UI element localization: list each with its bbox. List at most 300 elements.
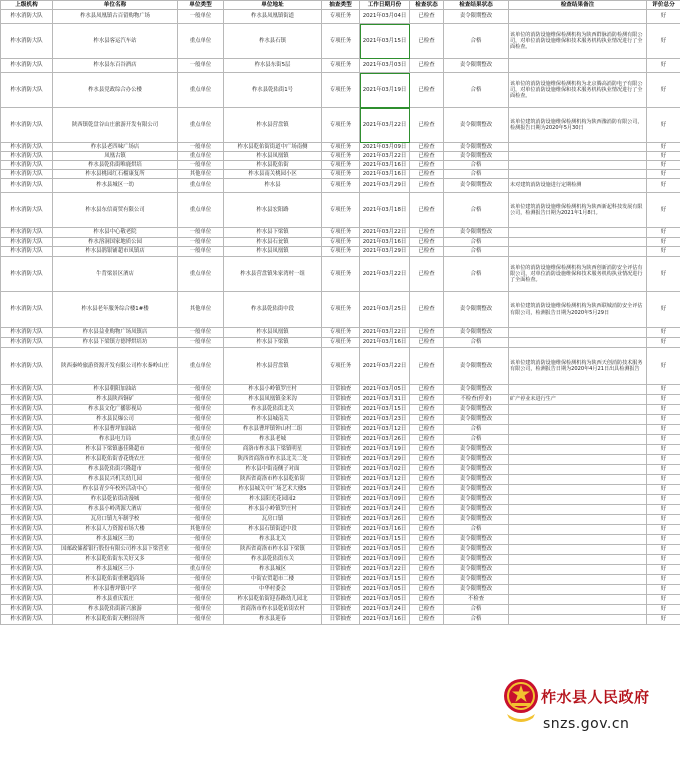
result-cell[interactable]: 合格: [444, 247, 509, 257]
status-cell[interactable]: 已检查: [410, 515, 444, 525]
result-cell[interactable]: 责令限期整改: [444, 405, 509, 415]
score-cell[interactable]: 好: [647, 575, 680, 585]
date-cell[interactable]: 2021年03月16日: [360, 238, 410, 247]
score-cell[interactable]: 好: [647, 385, 680, 395]
unit-type-cell[interactable]: 一般单位: [178, 515, 224, 525]
score-cell[interactable]: 好: [647, 170, 680, 179]
status-cell[interactable]: 已检查: [410, 595, 444, 605]
note-cell[interactable]: [509, 415, 647, 425]
status-cell[interactable]: 已检查: [410, 338, 444, 348]
org-cell[interactable]: 柞水消防大队: [1, 545, 53, 555]
org-cell[interactable]: 柞水消防大队: [1, 348, 53, 385]
unit-type-cell[interactable]: 一般单位: [178, 495, 224, 505]
note-cell[interactable]: 该单位建筑消防设施维保检测机构为陕西天创消防技术服务有限公司，检测报告日期为2020年4月21日出具检测报告: [509, 348, 647, 385]
status-cell[interactable]: 已检查: [410, 179, 444, 193]
status-cell[interactable]: 已检查: [410, 152, 444, 161]
result-cell[interactable]: 合格: [444, 615, 509, 625]
unit-type-cell[interactable]: 一般单位: [178, 143, 224, 152]
unit-name-cell[interactable]: 柞水县乾佑街东关好又多: [53, 555, 178, 565]
check-type-cell[interactable]: 日常抽查: [322, 505, 360, 515]
date-cell[interactable]: 2021年03月26日: [360, 435, 410, 445]
status-cell[interactable]: 已检查: [410, 405, 444, 415]
score-cell[interactable]: 好: [647, 415, 680, 425]
org-cell[interactable]: 柞水消防大队: [1, 193, 53, 228]
result-cell[interactable]: 不检查(停业): [444, 395, 509, 405]
score-cell[interactable]: 好: [647, 465, 680, 475]
unit-name-cell[interactable]: 国邮政储蓄银行股份有限公司柞水县下梁营业: [53, 545, 178, 555]
score-cell[interactable]: 好: [647, 515, 680, 525]
result-cell[interactable]: 责令限期整改: [444, 179, 509, 193]
address-cell[interactable]: 陕西省商洛市柞水县下梁镇: [224, 545, 322, 555]
date-cell[interactable]: 2021年03月16日: [360, 161, 410, 170]
score-cell[interactable]: 好: [647, 348, 680, 385]
note-cell[interactable]: [509, 475, 647, 485]
org-cell[interactable]: 柞水消防大队: [1, 575, 53, 585]
score-cell[interactable]: 好: [647, 395, 680, 405]
unit-type-cell[interactable]: 重点单位: [178, 193, 224, 228]
score-cell[interactable]: 好: [647, 425, 680, 435]
address-cell[interactable]: 柞水县迎春: [224, 615, 322, 625]
date-cell[interactable]: 2021年03月16日: [360, 525, 410, 535]
org-cell[interactable]: 柞水消防大队: [1, 170, 53, 179]
result-cell[interactable]: 责令限期整改: [444, 455, 509, 465]
unit-type-cell[interactable]: 重点单位: [178, 435, 224, 445]
date-cell[interactable]: 2021年03月03日: [360, 59, 410, 73]
score-cell[interactable]: 好: [647, 535, 680, 545]
result-cell[interactable]: 责令限期整改: [444, 108, 509, 143]
note-cell[interactable]: [509, 405, 647, 415]
status-cell[interactable]: 已检查: [410, 465, 444, 475]
org-cell[interactable]: 柞水消防大队: [1, 525, 53, 535]
date-cell[interactable]: 2021年03月31日: [360, 395, 410, 405]
date-cell[interactable]: 2021年03月24日: [360, 605, 410, 615]
date-cell[interactable]: 2021年03月22日: [360, 257, 410, 292]
date-cell[interactable]: 2021年03月05日: [360, 545, 410, 555]
status-cell[interactable]: 已检查: [410, 535, 444, 545]
check-type-cell[interactable]: 日常抽查: [322, 495, 360, 505]
check-type-cell[interactable]: 专项任务: [322, 238, 360, 247]
score-cell[interactable]: 好: [647, 193, 680, 228]
check-type-cell[interactable]: 专项任务: [322, 338, 360, 348]
org-cell[interactable]: 柞水消防大队: [1, 10, 53, 24]
check-type-cell[interactable]: 日常抽查: [322, 435, 360, 445]
check-type-cell[interactable]: 专项任务: [322, 170, 360, 179]
unit-name-cell[interactable]: 柞水县电力局: [53, 435, 178, 445]
org-cell[interactable]: 柞水消防大队: [1, 565, 53, 575]
unit-type-cell[interactable]: 一般单位: [178, 585, 224, 595]
result-cell[interactable]: 责令限期整改: [444, 515, 509, 525]
unit-type-cell[interactable]: 一般单位: [178, 161, 224, 170]
unit-type-cell[interactable]: 一般单位: [178, 485, 224, 495]
status-cell[interactable]: 已检查: [410, 415, 444, 425]
address-cell[interactable]: 柞水县凤凰镇金米沟: [224, 395, 322, 405]
result-cell[interactable]: 合格: [444, 170, 509, 179]
note-cell[interactable]: [509, 228, 647, 238]
status-cell[interactable]: 已检查: [410, 59, 444, 73]
note-cell[interactable]: [509, 585, 647, 595]
status-cell[interactable]: 已检查: [410, 435, 444, 445]
unit-type-cell[interactable]: 一般单位: [178, 228, 224, 238]
score-cell[interactable]: 好: [647, 525, 680, 535]
score-cell[interactable]: 好: [647, 435, 680, 445]
check-type-cell[interactable]: 专项任务: [322, 348, 360, 385]
address-cell[interactable]: 陕西省商洛市柞水县乾佑街: [224, 475, 322, 485]
note-cell[interactable]: [509, 425, 647, 435]
score-cell[interactable]: 好: [647, 10, 680, 24]
check-type-cell[interactable]: 专项任务: [322, 228, 360, 238]
check-type-cell[interactable]: 日常抽查: [322, 615, 360, 625]
check-type-cell[interactable]: 专项任务: [322, 10, 360, 24]
unit-type-cell[interactable]: 一般单位: [178, 575, 224, 585]
unit-type-cell[interactable]: 一般单位: [178, 238, 224, 247]
note-cell[interactable]: [509, 515, 647, 525]
result-cell[interactable]: 合格: [444, 338, 509, 348]
date-cell[interactable]: 2021年03月23日: [360, 415, 410, 425]
unit-name-cell[interactable]: 柞水县鹃银铺超市凤镇店: [53, 247, 178, 257]
org-cell[interactable]: 柞水消防大队: [1, 338, 53, 348]
unit-type-cell[interactable]: 其他单位: [178, 292, 224, 328]
result-cell[interactable]: 不检查: [444, 595, 509, 605]
address-cell[interactable]: 柞水县城区: [224, 565, 322, 575]
address-cell[interactable]: 柞水县南关桃园小区: [224, 170, 322, 179]
score-cell[interactable]: 好: [647, 445, 680, 455]
unit-name-cell[interactable]: 柞水县重庆饭庄: [53, 595, 178, 605]
result-cell[interactable]: 责令限期整改: [444, 475, 509, 485]
address-cell[interactable]: 柞水县宏阳路: [224, 193, 322, 228]
check-type-cell[interactable]: 日常抽查: [322, 385, 360, 395]
org-cell[interactable]: 柞水消防大队: [1, 615, 53, 625]
org-cell[interactable]: 柞水消防大队: [1, 425, 53, 435]
header-note[interactable]: 检查结果备注: [509, 1, 647, 10]
address-cell[interactable]: 柞水县凤凰镇街道: [224, 10, 322, 24]
unit-name-cell[interactable]: 陕西镇乾盘谷山庄旅游开发有限公司: [53, 108, 178, 143]
note-cell[interactable]: 该单位的消防设施维保检测机构为陕西创新消防安全评估有限公司，对单位消防设施维保和技术服务机构执业情况进行了全面检查。: [509, 257, 647, 292]
header-address[interactable]: 单位地址: [224, 1, 322, 10]
unit-type-cell[interactable]: 一般单位: [178, 59, 224, 73]
unit-name-cell[interactable]: 柞水县民爆公司: [53, 415, 178, 425]
note-cell[interactable]: 该单位的消防设施维保检测机构为北京腾高消防电子有限公司，对单位消防设施维保和技术服务机构执业情况进行了全面检查。: [509, 73, 647, 108]
note-cell[interactable]: [509, 575, 647, 585]
check-type-cell[interactable]: 日常抽查: [322, 565, 360, 575]
org-cell[interactable]: 柞水消防大队: [1, 247, 53, 257]
note-cell[interactable]: [509, 535, 647, 545]
org-cell[interactable]: 柞水消防大队: [1, 455, 53, 465]
address-cell[interactable]: 柞水县: [224, 179, 322, 193]
note-cell[interactable]: [509, 385, 647, 395]
result-cell[interactable]: 合格: [444, 24, 509, 59]
status-cell[interactable]: 已检查: [410, 395, 444, 405]
date-cell[interactable]: 2021年03月19日: [360, 73, 410, 108]
result-cell[interactable]: 合格: [444, 161, 509, 170]
org-cell[interactable]: 柞水消防大队: [1, 143, 53, 152]
status-cell[interactable]: 已检查: [410, 425, 444, 435]
result-cell[interactable]: 责令限期整改: [444, 495, 509, 505]
status-cell[interactable]: 已检查: [410, 385, 444, 395]
org-cell[interactable]: 柞水消防大队: [1, 595, 53, 605]
status-cell[interactable]: 已检查: [410, 585, 444, 595]
check-type-cell[interactable]: 日常抽查: [322, 535, 360, 545]
check-type-cell[interactable]: 日常抽查: [322, 475, 360, 485]
score-cell[interactable]: 好: [647, 338, 680, 348]
org-cell[interactable]: 柞水消防大队: [1, 435, 53, 445]
score-cell[interactable]: 好: [647, 405, 680, 415]
org-cell[interactable]: 柞水消防大队: [1, 328, 53, 338]
date-cell[interactable]: 2021年03月24日: [360, 485, 410, 495]
unit-type-cell[interactable]: 一般单位: [178, 415, 224, 425]
unit-name-cell[interactable]: 柞水县乾佑街兴隆超市: [53, 465, 178, 475]
org-cell[interactable]: 柞水消防大队: [1, 24, 53, 59]
check-type-cell[interactable]: 日常抽查: [322, 605, 360, 615]
status-cell[interactable]: 已检查: [410, 475, 444, 485]
status-cell[interactable]: 已检查: [410, 545, 444, 555]
org-cell[interactable]: 柞水消防大队: [1, 108, 53, 143]
score-cell[interactable]: 好: [647, 152, 680, 161]
unit-type-cell[interactable]: 一般单位: [178, 328, 224, 338]
unit-name-cell[interactable]: 凤凰古镇: [53, 152, 178, 161]
unit-name-cell[interactable]: 柞水县文化广播影视局: [53, 405, 178, 415]
status-cell[interactable]: 已检查: [410, 10, 444, 24]
score-cell[interactable]: 好: [647, 143, 680, 152]
check-type-cell[interactable]: 专项任务: [322, 257, 360, 292]
date-cell[interactable]: 2021年03月29日: [360, 455, 410, 465]
unit-type-cell[interactable]: 重点单位: [178, 179, 224, 193]
date-cell[interactable]: 2021年03月09日: [360, 555, 410, 565]
status-cell[interactable]: 已检查: [410, 485, 444, 495]
check-type-cell[interactable]: 专项任务: [322, 24, 360, 59]
note-cell[interactable]: [509, 170, 647, 179]
org-cell[interactable]: 柞水消防大队: [1, 179, 53, 193]
result-cell[interactable]: 合格: [444, 605, 509, 615]
check-type-cell[interactable]: 日常抽查: [322, 445, 360, 455]
score-cell[interactable]: 好: [647, 495, 680, 505]
score-cell[interactable]: 好: [647, 59, 680, 73]
unit-name-cell[interactable]: 柞水县曹坪加油站: [53, 425, 178, 435]
address-cell[interactable]: 柞水县乾佑街迎春路幼儿园北: [224, 595, 322, 605]
unit-type-cell[interactable]: 一般单位: [178, 405, 224, 415]
status-cell[interactable]: 已检查: [410, 565, 444, 575]
unit-type-cell[interactable]: 一般单位: [178, 595, 224, 605]
status-cell[interactable]: 已检查: [410, 348, 444, 385]
status-cell[interactable]: 已检查: [410, 108, 444, 143]
result-cell[interactable]: 合格: [444, 425, 509, 435]
result-cell[interactable]: 责令限期整改: [444, 565, 509, 575]
date-cell[interactable]: 2021年03月09日: [360, 143, 410, 152]
score-cell[interactable]: 好: [647, 179, 680, 193]
unit-type-cell[interactable]: 一般单位: [178, 615, 224, 625]
note-cell[interactable]: [509, 465, 647, 475]
address-cell[interactable]: 柞水县营盘镇: [224, 108, 322, 143]
score-cell[interactable]: 好: [647, 228, 680, 238]
org-cell[interactable]: 柞水消防大队: [1, 405, 53, 415]
status-cell[interactable]: 已检查: [410, 228, 444, 238]
unit-name-cell[interactable]: 柞水县凤凰镇古百留购物广场: [53, 10, 178, 24]
check-type-cell[interactable]: 日常抽查: [322, 515, 360, 525]
unit-type-cell[interactable]: 重点单位: [178, 108, 224, 143]
check-type-cell[interactable]: 日常抽查: [322, 395, 360, 405]
unit-type-cell[interactable]: 一般单位: [178, 465, 224, 475]
date-cell[interactable]: 2021年03月15日: [360, 405, 410, 415]
date-cell[interactable]: 2021年03月29日: [360, 179, 410, 193]
result-cell[interactable]: 责令限期整改: [444, 59, 509, 73]
result-cell[interactable]: 责令限期整改: [444, 585, 509, 595]
score-cell[interactable]: 好: [647, 615, 680, 625]
address-cell[interactable]: 商洛市柞水县下梁镇明星: [224, 445, 322, 455]
result-cell[interactable]: 合格: [444, 73, 509, 108]
unit-type-cell[interactable]: 其他单位: [178, 525, 224, 535]
result-cell[interactable]: 合格: [444, 257, 509, 292]
status-cell[interactable]: 已检查: [410, 257, 444, 292]
unit-type-cell[interactable]: 重点单位: [178, 257, 224, 292]
result-cell[interactable]: 责令限期整改: [444, 152, 509, 161]
check-type-cell[interactable]: 日常抽查: [322, 555, 360, 565]
result-cell[interactable]: 责令限期整改: [444, 348, 509, 385]
address-cell[interactable]: 柞水县阳光花园园2: [224, 495, 322, 505]
date-cell[interactable]: 2021年03月22日: [360, 152, 410, 161]
status-cell[interactable]: 已检查: [410, 445, 444, 455]
note-cell[interactable]: [509, 545, 647, 555]
address-cell[interactable]: 柞水县凤凰镇: [224, 247, 322, 257]
unit-name-cell[interactable]: 柞水县乾佑街重聚超商场: [53, 575, 178, 585]
org-cell[interactable]: 柞水消防大队: [1, 59, 53, 73]
date-cell[interactable]: 2021年03月09日: [360, 495, 410, 505]
address-cell[interactable]: 柞水县乾佑街: [224, 161, 322, 170]
unit-name-cell[interactable]: 柞水县东信商贸有限公司: [53, 193, 178, 228]
date-cell[interactable]: 2021年03月22日: [360, 228, 410, 238]
address-cell[interactable]: 柞水县乾佑街北关: [224, 405, 322, 415]
org-cell[interactable]: 柞水消防大队: [1, 475, 53, 485]
score-cell[interactable]: 好: [647, 565, 680, 575]
note-cell[interactable]: 该单位建筑消防设施维保检测机构为陕西联城消防安全评估有限公司，检测报告日期为2020年5月29日: [509, 292, 647, 328]
unit-name-cell[interactable]: 瓦房口镇九年制学校: [53, 515, 178, 525]
date-cell[interactable]: 2021年03月29日: [360, 247, 410, 257]
unit-type-cell[interactable]: 一般单位: [178, 555, 224, 565]
score-cell[interactable]: 好: [647, 555, 680, 565]
note-cell[interactable]: [509, 247, 647, 257]
org-cell[interactable]: 柞水消防大队: [1, 161, 53, 170]
unit-name-cell[interactable]: 柞水县乾佑街唯鹿烘培: [53, 161, 178, 170]
address-cell[interactable]: 柞水县乾佑街街道中广场南侧: [224, 143, 322, 152]
address-cell[interactable]: 柞水县乾佑街中段: [224, 292, 322, 328]
org-cell[interactable]: 柞水消防大队: [1, 415, 53, 425]
result-cell[interactable]: 责令限期整改: [444, 535, 509, 545]
result-cell[interactable]: 责令限期整改: [444, 385, 509, 395]
note-cell[interactable]: [509, 338, 647, 348]
result-cell[interactable]: 责令限期整改: [444, 292, 509, 328]
date-cell[interactable]: 2021年03月19日: [360, 445, 410, 455]
date-cell[interactable]: 2021年03月16日: [360, 615, 410, 625]
address-cell[interactable]: 瓦房口镇: [224, 515, 322, 525]
note-cell[interactable]: [509, 10, 647, 24]
address-cell[interactable]: 柞水县老城: [224, 435, 322, 445]
note-cell[interactable]: 矿产停业未进行生产: [509, 395, 647, 405]
org-cell[interactable]: 柞水消防大队: [1, 605, 53, 615]
unit-name-cell[interactable]: 柞水县东百谷酒店: [53, 59, 178, 73]
status-cell[interactable]: 已检查: [410, 455, 444, 465]
address-cell[interactable]: 柞水县石瓮镇: [224, 238, 322, 247]
unit-name-cell[interactable]: 柞水县朝阳加油站: [53, 385, 178, 395]
unit-name-cell[interactable]: 柞水县陕西铜矿: [53, 395, 178, 405]
result-cell[interactable]: 责令限期整改: [444, 143, 509, 152]
unit-type-cell[interactable]: 一般单位: [178, 425, 224, 435]
org-cell[interactable]: 柞水消防大队: [1, 485, 53, 495]
note-cell[interactable]: [509, 605, 647, 615]
unit-name-cell[interactable]: 柞水县城区三幼: [53, 535, 178, 545]
check-type-cell[interactable]: 日常抽查: [322, 545, 360, 555]
note-cell[interactable]: [509, 445, 647, 455]
address-cell[interactable]: 柞水县营盘镇: [224, 348, 322, 385]
date-cell[interactable]: 2021年03月05日: [360, 585, 410, 595]
note-cell[interactable]: [509, 328, 647, 338]
score-cell[interactable]: 好: [647, 455, 680, 465]
date-cell[interactable]: 2021年03月04日: [360, 10, 410, 24]
score-cell[interactable]: 好: [647, 108, 680, 143]
unit-name-cell[interactable]: 柞水县乾佑街新兴旅游: [53, 605, 178, 615]
note-cell[interactable]: [509, 555, 647, 565]
score-cell[interactable]: 好: [647, 475, 680, 485]
header-type[interactable]: 单位类型: [178, 1, 224, 10]
score-cell[interactable]: 好: [647, 161, 680, 170]
result-cell[interactable]: 责令限期整改: [444, 505, 509, 515]
unit-type-cell[interactable]: 重点单位: [178, 24, 224, 59]
unit-name-cell[interactable]: 柞水县老年服务综合楼1#楼: [53, 292, 178, 328]
address-cell[interactable]: 柞水县石镇: [224, 24, 322, 59]
date-cell[interactable]: 2021年03月15日: [360, 575, 410, 585]
status-cell[interactable]: 已检查: [410, 328, 444, 338]
status-cell[interactable]: 已检查: [410, 143, 444, 152]
org-cell[interactable]: 柞水消防大队: [1, 535, 53, 545]
check-type-cell[interactable]: 专项任务: [322, 247, 360, 257]
result-cell[interactable]: 责令限期整改: [444, 445, 509, 455]
org-cell[interactable]: 柞水消防大队: [1, 228, 53, 238]
score-cell[interactable]: 好: [647, 545, 680, 555]
note-cell[interactable]: [509, 161, 647, 170]
result-cell[interactable]: 合格: [444, 435, 509, 445]
note-cell[interactable]: 该单位的消防设施维保检测机构为陕西群脉消防检测有限公司，对单位消防设施维保和技术服务机构执业情况进行了全面检查。: [509, 24, 647, 59]
address-cell[interactable]: 陕西省商洛市柞水县北关二处: [224, 455, 322, 465]
unit-type-cell[interactable]: 一般单位: [178, 475, 224, 485]
org-cell[interactable]: 柞水消防大队: [1, 465, 53, 475]
date-cell[interactable]: 2021年03月05日: [360, 595, 410, 605]
date-cell[interactable]: 2021年03月05日: [360, 385, 410, 395]
address-cell[interactable]: 中华村委会: [224, 585, 322, 595]
unit-type-cell[interactable]: 重点单位: [178, 348, 224, 385]
result-cell[interactable]: 责令限期整改: [444, 465, 509, 475]
unit-type-cell[interactable]: 一般单位: [178, 395, 224, 405]
header-org[interactable]: 上级机构: [1, 1, 53, 10]
address-cell[interactable]: 柞水县小岭镇罗庄村: [224, 505, 322, 515]
unit-name-cell[interactable]: 柞水县益业购物广场凤镇店: [53, 328, 178, 338]
score-cell[interactable]: 好: [647, 247, 680, 257]
org-cell[interactable]: 柞水消防大队: [1, 445, 53, 455]
org-cell[interactable]: 柞水消防大队: [1, 585, 53, 595]
check-type-cell[interactable]: 专项任务: [322, 143, 360, 152]
check-type-cell[interactable]: 日常抽查: [322, 585, 360, 595]
unit-type-cell[interactable]: 一般单位: [178, 605, 224, 615]
status-cell[interactable]: 已检查: [410, 505, 444, 515]
note-cell[interactable]: [509, 505, 647, 515]
check-type-cell[interactable]: 日常抽查: [322, 575, 360, 585]
status-cell[interactable]: 已检查: [410, 495, 444, 505]
header-result[interactable]: 检查结果状态: [444, 1, 509, 10]
check-type-cell[interactable]: 专项任务: [322, 59, 360, 73]
header-score[interactable]: 评价总分: [647, 1, 680, 10]
result-cell[interactable]: 责令限期整改: [444, 575, 509, 585]
unit-type-cell[interactable]: 一般单位: [178, 385, 224, 395]
address-cell[interactable]: 柞水县石镇街道中段: [224, 525, 322, 535]
date-cell[interactable]: 2021年03月16日: [360, 338, 410, 348]
address-cell[interactable]: 柞水县中街南侧子对面: [224, 465, 322, 475]
address-cell[interactable]: 柞水县北关: [224, 535, 322, 545]
